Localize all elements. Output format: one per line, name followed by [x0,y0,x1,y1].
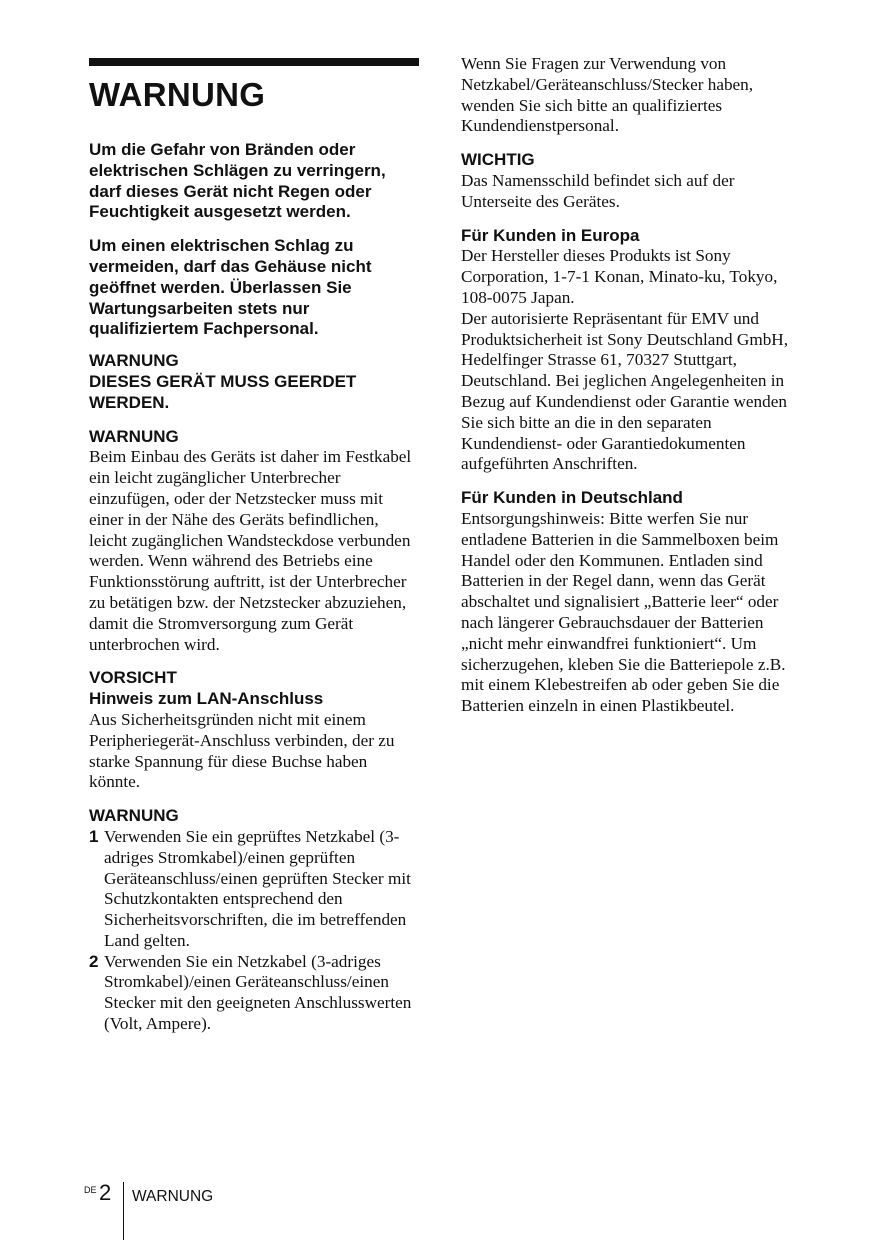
title-rule [89,58,419,66]
warning-heading-1: WARNUNG [89,351,179,371]
housing-warning-text: Um einen elektrischen Schlag zu vermeiden, darf das Gehäuse nicht geöffnet werden. Überlassen Sie Wartungsarbeiten stets nur qualifiziertem Fachpersonal. [89,236,372,339]
right-column [461,54,793,717]
important-heading: WICHTIG [461,150,535,170]
battery-disposal-text: Entsorgungshinweis: Bitte werfen Sie nur entladene Batterien in die Sammelboxen beim Handel oder den Kommunen. Entladen sind Batterien in der Regel dann, wenn das Gerät abschaltet und signalisiert „Batterie leer“ oder nach längerer Gebrauchsdauer der Batterien „nicht mehr einwandfrei funktioniert“. Um sicherzugehen, kleben Sie die Batteriepole z.B. mit einem Klebestreifen ab oder geben Sie die Batterien einzeln in einen Plastikbeutel. [461,508,786,716]
representative-text: Der autorisierte Repräsentant für EMV und Produktsicherheit ist Sony Deutschland GmbH, Hedelfinger Strasse 61, 70327 Stuttgart, Deutschland. Bei jeglichen Angelegenheiten in Bezug auf Kundendienst oder Garantie wenden Sie sich bitte an die in den separaten Kundendienst- oder Garantiedokumenten aufgeführten Anschriften. [461,308,789,474]
list-item [89,952,419,1035]
caution-heading: VORSICHT [89,668,177,688]
power-cord-list [89,827,419,1035]
fire-warning-text: Um die Gefahr von Bränden oder elektrischen Schlägen zu verringern, darf dieses Gerät nicht Regen oder Feuchtigkeit ausgesetzt werden. [89,140,386,222]
page-title: WARNUNG [89,76,266,113]
left-column [89,58,419,1035]
manufacturer-text: Der Hersteller dieses Produkts ist Sony Corporation, 1-7-1 Konan, Minato-ku, Tokyo, 108-0075 Japan. [461,246,778,307]
europe-heading: Für Kunden in Europa [461,225,640,245]
grounding-warning: DIESES GERÄT MUSS GEERDET WERDEN. [89,371,357,412]
lan-note-heading: Hinweis zum LAN-Anschluss [89,689,324,709]
list-item-text: Verwenden Sie ein geprüftes Netzkabel (3-adriges Stromkabel)/einen geprüften Geräteanschluss/einen geprüften Stecker mit Schutzkontakten entsprechend den Sicherheitsvorschriften, die im betreffenden Land gelten. [104,826,411,950]
language-code: DE [84,1185,97,1195]
footer-section-title: WARNUNG [132,1188,214,1205]
list-item-text: Verwenden Sie ein Netzkabel (3-adriges Stromkabel)/einen Geräteanschluss/einen Stecker mit den geeigneten Anschlusswerten (Volt, Ampere). [104,951,412,1034]
list-item [89,827,419,952]
nameplate-text: Das Namensschild befindet sich auf der Unterseite des Gerätes. [461,170,735,211]
lan-note-text: Aus Sicherheitsgründen nicht mit einem Peripheriegerät-Anschluss verbinden, der zu starke Spannung für diese Buchse haben könnte. [89,709,395,792]
list-item-number: 1 [89,826,99,846]
footer-divider [123,1182,124,1240]
power-cord-questions-text: Wenn Sie Fragen zur Verwendung von Netzkabel/Geräteanschluss/Stecker haben, wenden Sie sich bitte an qualifiziertes Kundendienstpersonal. [461,54,754,136]
breaker-warning-text: Beim Einbau des Geräts ist daher im Festkabel ein leicht zugänglicher Unterbrecher einzufügen, oder der Netzstecker muss mit einer in der Nähe des Geräts befindlichen, leicht zugänglichen Wandsteckdose verbunden werden. Wenn während des Betriebs eine Funktionsstörung auftritt, ist der Unterbrecher zu betätigen bzw. der Netzstecker abzuziehen, damit die Stromversorgung zum Gerät unterbrochen wird. [89,447,412,654]
warning-heading-3: WARNUNG [89,806,179,826]
page-number: 2 [99,1180,112,1205]
list-item-number: 2 [89,951,99,971]
warning-heading-2: WARNUNG [89,426,179,446]
germany-heading: Für Kunden in Deutschland [461,488,683,508]
